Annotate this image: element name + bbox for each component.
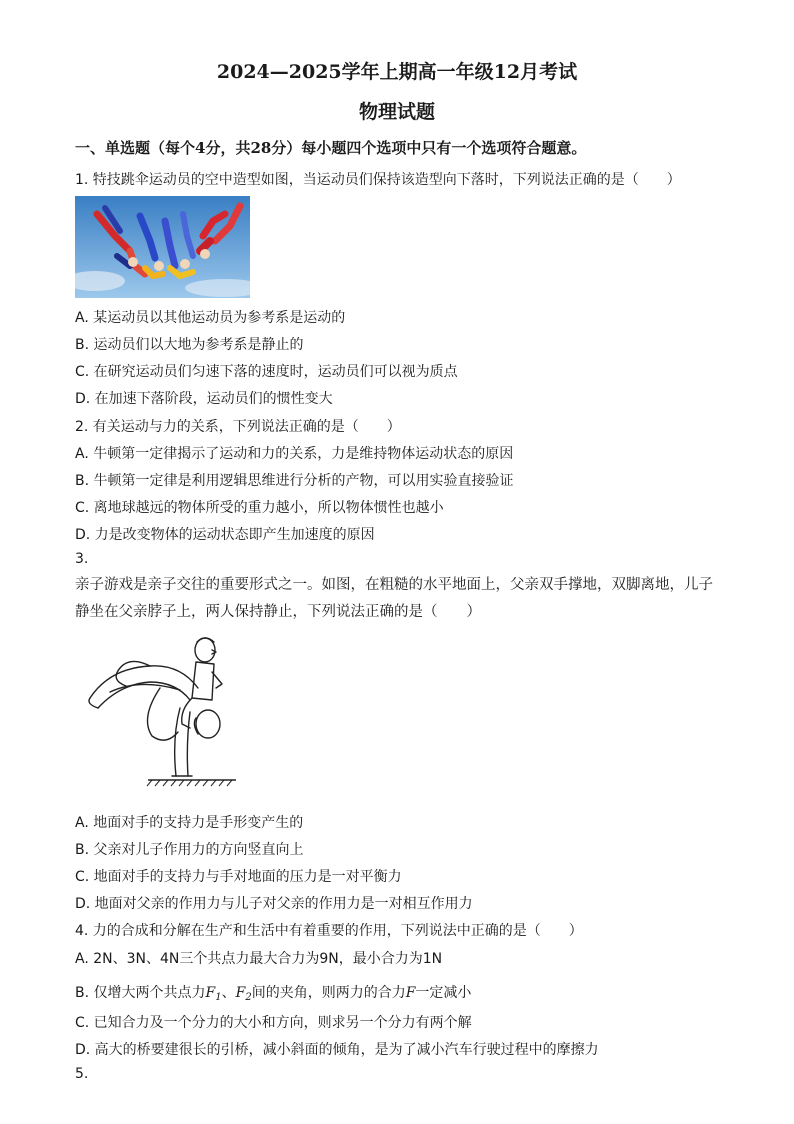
exam-title: 2024—2025学年上期高一年级12月考试 <box>216 61 578 83</box>
question-3-option-b: B. 父亲对儿子作用力的方向竖直向上 <box>75 842 304 858</box>
question-4-option-a: A. 2N、3N、4N三个共点力最大合力为9N，最小合力为1N <box>75 951 443 967</box>
question-2-option-b: B. 牛顿第一定律是利用逻辑思维进行分析的产物，可以用实验直接验证 <box>75 473 514 489</box>
question-5-number: 5. <box>75 1066 89 1082</box>
force-f1-symbol: $F_1$ <box>205 985 222 1003</box>
skydivers-photo <box>75 196 250 298</box>
force-f2-symbol: $F_2$ <box>235 985 252 1003</box>
question-3-stem: 亲子游戏是亲子交往的重要形式之一。如图，在粗糙的水平地面上，父亲双手撑地，双脚离地，儿子静坐在父亲脖子上，两人保持静止，下列说法正确的是（ ） <box>75 577 713 620</box>
option-b-text-end: 一定减小 <box>415 985 472 1001</box>
father-son-drawing <box>80 628 240 788</box>
question-3-option-d: D. 地面对父亲的作用力与儿子对父亲的作用力是一对相互作用力 <box>75 896 473 912</box>
question-4-option-b <box>75 982 471 1003</box>
question-1-stem: 1. 特技跳伞运动员的空中造型如图，当运动员们保持该造型向下落时，下列说法正确的是（ ） <box>75 172 681 188</box>
section-heading: 一、单选题（每个4分，共28分）每小题四个选项中只有一个选项符合题意。 <box>75 139 587 157</box>
question-4-option-c: C. 已知合力及一个分力的大小和方向，则求另一个分力有两个解 <box>75 1015 472 1031</box>
exam-subtitle: 物理试题 <box>358 101 435 123</box>
option-b-text-start: B. 仅增大两个共点力 <box>75 985 206 1001</box>
question-3-option-a: A. 地面对手的支持力是手形变产生的 <box>75 815 304 831</box>
question-1-option-a: A. 某运动员以其他运动员为参考系是运动的 <box>75 310 346 326</box>
option-b-text-mid: 间的夹角，则两力的合力 <box>251 985 406 1001</box>
question-3-number: 3. <box>75 551 89 567</box>
question-3-option-c: C. 地面对手的支持力与手对地面的压力是一对平衡力 <box>75 869 402 885</box>
resultant-force-symbol: F <box>405 985 416 1001</box>
option-b-separator: 、 <box>221 985 236 1001</box>
question-1-option-d: D. 在加速下落阶段，运动员们的惯性变大 <box>75 391 333 407</box>
question-2-option-a: A. 牛顿第一定律揭示了运动和力的关系，力是维持物体运动状态的原因 <box>75 446 514 462</box>
question-4-option-d: D. 高大的桥要建很长的引桥，减小斜面的倾角，是为了减小汽车行驶过程中的摩擦力 <box>75 1042 599 1058</box>
question-2-option-c: C. 离地球越远的物体所受的重力越小，所以物体惯性也越小 <box>75 500 444 516</box>
question-1-option-c: C. 在研究运动员们匀速下落的速度时，运动员们可以视为质点 <box>75 364 458 380</box>
question-4-stem: 4. 力的合成和分解在生产和生活中有着重要的作用，下列说法中正确的是（ ） <box>75 923 583 939</box>
question-1-option-b: B. 运动员们以大地为参考系是静止的 <box>75 337 304 353</box>
question-2-stem: 2. 有关运动与力的关系，下列说法正确的是（ ） <box>75 419 401 435</box>
question-2-option-d: D. 力是改变物体的运动状态即产生加速度的原因 <box>75 527 375 543</box>
